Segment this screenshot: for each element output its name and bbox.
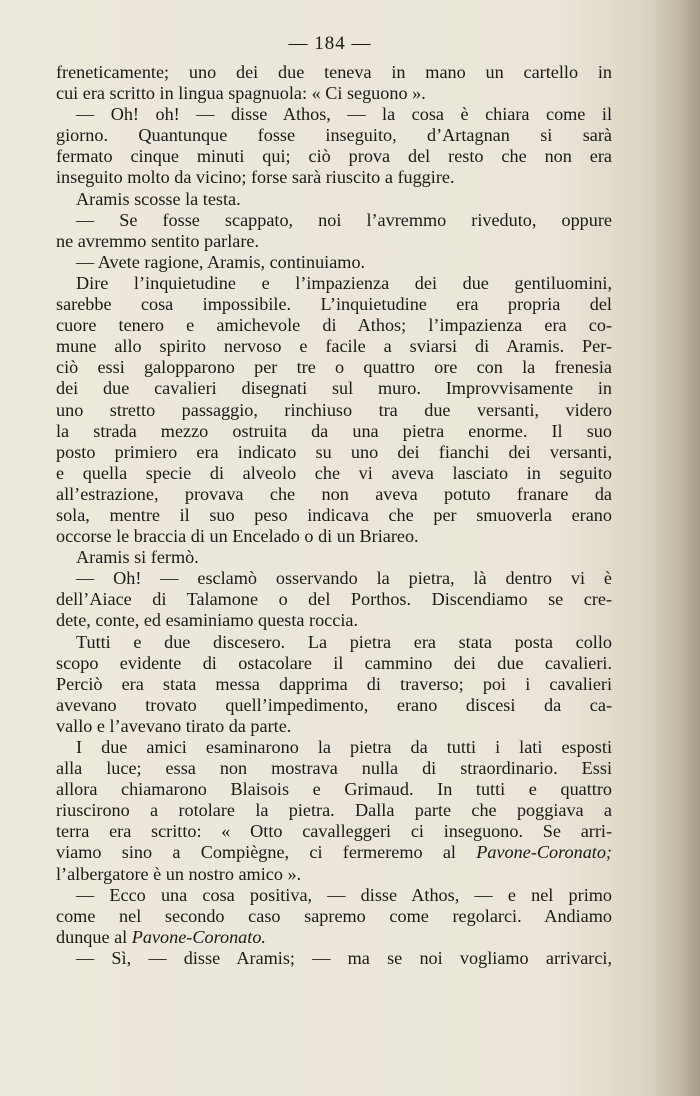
- text-line: — Avete ragione, Aramis, continuiamo.: [76, 251, 366, 272]
- text-span: viamo sino a Compiègne, ci fermeremo al: [56, 842, 477, 863]
- text-line: freneticamente; uno dei due teneva in mano un cartello in: [56, 62, 612, 82]
- text-line: allora chiamarono Blaisois e Grimaud. In tutti e quattro: [56, 779, 612, 800]
- text-span: dunque al: [56, 926, 132, 947]
- text-line: l’albergatore è un nostro amico ».: [56, 863, 302, 884]
- text-line: cuore tenero e amichevole di Athos; l’impazienza era co-: [56, 315, 612, 336]
- body-text: [56, 62, 612, 969]
- text-line: Aramis scosse la testa.: [76, 188, 241, 209]
- text-line: uno stretto passaggio, rinchiuso tra due versanti, videro: [56, 399, 612, 420]
- text-line: dell’Aiace di Talamone o del Porthos. Discendiamo se cre-: [56, 589, 612, 610]
- text-line: la strada mezzo ostruita da una pietra enorme. Il suo: [56, 420, 612, 441]
- text-line: [56, 842, 612, 863]
- text-line: avevano trovato quell’impedimento, erano discesi da ca-: [56, 694, 612, 715]
- text-line: Tutti e due discesero. La pietra era stata posta collo: [76, 631, 612, 652]
- text-line: posto primiero era indicato su uno dei fianchi dei versanti,: [56, 441, 612, 462]
- text-line: cui era scritto in lingua spagnuola: « Ci seguono ».: [56, 83, 426, 104]
- text-line: fermato cinque minuti qui; ciò prova del resto che non era: [56, 146, 612, 167]
- text-line: alla luce; essa non mostrava nulla di straordinario. Essi: [56, 758, 612, 779]
- text-line: sarebbe cosa impossibile. L’inquietudine era propria del: [56, 294, 612, 315]
- text-line: dei due cavalieri disegnati sul muro. Improvvisamente in: [56, 378, 612, 399]
- text-line: — Sì, — disse Aramis; — ma se noi vogliamo arrivarci,: [76, 947, 612, 968]
- text-line: — Oh! — esclamò osservando la pietra, là dentro vi è: [76, 568, 612, 589]
- text-line: vallo e l’avevano tirato da parte.: [56, 715, 292, 736]
- italic-text: Pavone-Coronato.: [131, 926, 266, 947]
- text-line: ciò essi galopparono per tre o quattro ore con la frenesia: [56, 357, 612, 378]
- text-line: Aramis si fermò.: [76, 547, 199, 568]
- text-line: occorse le braccia di un Encelado o di un Briareo.: [56, 526, 419, 547]
- page-edge-shadow: [650, 0, 700, 1096]
- text-line: — Se fosse scappato, noi l’avremmo riveduto, oppure: [76, 209, 612, 230]
- text-line: I due amici esaminarono la pietra da tutti i lati esposti: [76, 737, 612, 757]
- text-line: inseguito molto da vicino; forse sarà riuscito a fuggire.: [56, 167, 455, 188]
- text-line: — Ecco una cosa positiva, — disse Athos, — e nel primo: [76, 884, 612, 905]
- text-line: Perciò era stata messa dapprima di traverso; poi i cavalieri: [56, 673, 612, 694]
- text-line: scopo evidente di ostacolare il cammino dei due cavalieri.: [56, 652, 612, 673]
- text-line: dete, conte, ed esaminiamo questa roccia.: [56, 610, 358, 631]
- text-line: terra era scritto: « Otto cavalleggeri ci inseguono. Se arri-: [56, 821, 612, 842]
- text-line: riuscirono a rotolare la pietra. Dalla parte che poggiava a: [56, 800, 612, 821]
- text-line: ne avremmo sentito parlare.: [56, 230, 260, 251]
- text-line: giorno. Quantunque fosse inseguito, d’Artagnan si sarà: [56, 125, 612, 146]
- text-line: [56, 927, 612, 948]
- page-number: — 184 —: [288, 33, 372, 54]
- text-line: e quella specie di alveolo che vi aveva lasciato in seguito: [56, 462, 612, 483]
- text-line: Dire l’inquietudine e l’impazienza dei due gentiluomini,: [76, 272, 612, 293]
- text-line: — Oh! oh! — disse Athos, — la cosa è chiara come il: [76, 104, 612, 125]
- text-line: mune allo spirito nervoso e facile a sviarsi di Aramis. Per-: [56, 336, 612, 357]
- text-line: all’estrazione, provava che non aveva potuto franare da: [56, 483, 612, 504]
- text-line: sola, mentre il suo peso indicava che per smuoverla erano: [56, 504, 612, 525]
- text-line: come nel secondo caso sapremo come regolarci. Andiamo: [56, 905, 612, 926]
- italic-text: Pavone-Coronato;: [476, 842, 612, 863]
